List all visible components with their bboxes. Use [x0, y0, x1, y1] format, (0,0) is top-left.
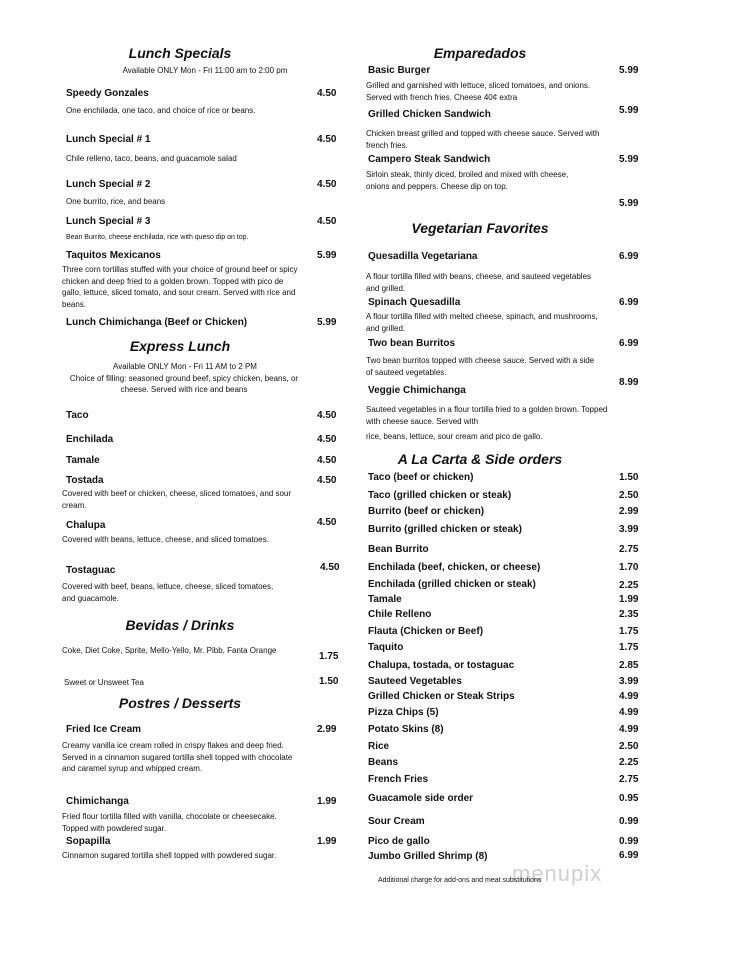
- menu-item-name: Grilled Chicken Sandwich: [368, 109, 491, 120]
- menu-item-name: Taquito: [368, 642, 404, 653]
- menu-item-name: Jumbo Grilled Shrimp (8): [368, 851, 488, 862]
- menu-item-description: Covered with beef or chicken, cheese, sliced tomatoes, and sour cream.: [62, 489, 292, 510]
- menu-item-name: Chimichanga: [66, 796, 129, 807]
- menu-item-price: 1.70: [619, 562, 639, 573]
- menu-item-name: Basic Burger: [368, 65, 431, 76]
- menu-item-name: Rice: [368, 741, 390, 752]
- lunch-specials-heading: Lunch Specials: [128, 45, 232, 61]
- menu-item-description: Grilled and garnished with lettuce, sliced tomatoes, and onions. Served with french fries. Cheese 40¢ extra: [366, 81, 591, 102]
- menu-item-description: Sirloin steak, thinly diced, broiled and mixed with cheese, onions and peppers. Cheese dip on top.: [366, 170, 569, 191]
- menu-item-price: 2.75: [619, 544, 639, 555]
- menu-item-description: Covered with beef, beans, lettuce, cheese, sliced tomatoes, and guacamole.: [62, 582, 274, 603]
- menu-item-price: 0.95: [619, 793, 639, 804]
- menu-item-price: 2.85: [619, 660, 639, 671]
- menu-item-price: 4.99: [619, 724, 639, 735]
- menu-item-name: Lunch Special # 2: [66, 179, 151, 190]
- menu-item-price: 2.50: [619, 490, 639, 501]
- menu-item-name: Taco (beef or chicken): [368, 472, 474, 483]
- menu-item-price: 5.99: [619, 198, 639, 209]
- menu-item-price: 1.50: [619, 472, 639, 483]
- menu-item-price: 2.25: [619, 757, 639, 768]
- menu-item-description: Sauteed vegetables in a flour tortilla fried to a golden brown. Topped with cheese sauce. Served with: [366, 405, 608, 426]
- menu-item-price: 1.50: [319, 676, 339, 687]
- menu-item-price: 0.99: [619, 816, 639, 827]
- menu-item-name: Taco (grilled chicken or steak): [368, 490, 512, 501]
- menu-item-price: 4.99: [619, 707, 639, 718]
- menu-item-name: Sopapilla: [66, 836, 111, 847]
- menu-item-description: One enchilada, one taco, and choice of rice or beans.: [66, 106, 256, 115]
- menu-item-description: Creamy vanilla ice cream rolled in crispy flakes and deep fried. Served in a cinnamon sugared tortilla shell topped with chocolate and caramel syrup and whipped cream.: [62, 741, 293, 773]
- menu-item-name: Taco: [66, 410, 89, 421]
- postres-heading: Postres / Desserts: [118, 695, 242, 711]
- menu-item-description: Chicken breast grilled and topped with cheese sauce. Served with french fries.: [366, 129, 600, 150]
- lunch-specials-availability: Available ONLY Mon - Fri 11:00 am to 2:00 pm: [122, 66, 288, 75]
- menu-item-name: Chalupa: [66, 520, 106, 531]
- menu-item-name: Lunch Special # 1: [66, 134, 151, 145]
- emparedados-heading: Emparedados: [433, 45, 527, 61]
- express-lunch-filling: Choice of filling: seasoned ground beef, spicy chicken, beans, or cheese. Served with rice and beans: [69, 374, 299, 394]
- menu-item-price: 5.99: [619, 105, 639, 116]
- menu-item-name: Burrito (beef or chicken): [368, 506, 485, 517]
- menu-item-price: 6.99: [619, 297, 639, 308]
- menu-item-name: Bean Burrito: [368, 544, 429, 555]
- menu-item-name: Speedy Gonzales: [66, 88, 149, 99]
- menu-item-price: 4.50: [317, 134, 337, 145]
- menu-item-price: 5.99: [619, 65, 639, 76]
- menu-item-price: 5.99: [619, 154, 639, 165]
- menu-item-price: 4.50: [317, 179, 337, 190]
- menu-item-description: Chile relleno, taco, beans, and guacamole salad: [66, 154, 237, 163]
- menu-item-price: 2.99: [317, 724, 337, 735]
- menu-item-name: Enchilada (grilled chicken or steak): [368, 579, 536, 590]
- express-lunch-heading: Express Lunch: [129, 338, 231, 354]
- menu-item-price: 4.99: [619, 691, 639, 702]
- menu-item-price: 3.99: [619, 524, 639, 535]
- menu-item-name: Sauteed Vegetables: [368, 676, 462, 687]
- menu-item-description: Cinnamon sugared tortilla shell topped with powdered sugar.: [62, 851, 277, 860]
- menu-item-name: Fried Ice Cream: [66, 724, 142, 735]
- menu-item-name: Coke, Diet Coke, Sprite, Mello-Yello, Mr. Pibb, Fanta Orange: [62, 646, 277, 655]
- menu-item-price: 4.50: [317, 88, 337, 99]
- menu-item-name: Two bean Burritos: [368, 338, 456, 349]
- menu-item-price: 4.50: [317, 517, 337, 528]
- menu-item-name: Tostaguac: [66, 565, 116, 576]
- menu-item-price: 1.75: [619, 626, 639, 637]
- menu-item-name: Chalupa, tostada, or tostaguac: [368, 660, 515, 671]
- menu-item-name: Campero Steak Sandwich: [368, 154, 491, 165]
- menu-item-name: Veggie Chimichanga: [368, 385, 466, 396]
- menu-item-name: Pico de gallo: [368, 836, 430, 847]
- menu-item-price: 1.99: [317, 796, 337, 807]
- menu-item-name: Sweet or Unsweet Tea: [64, 678, 144, 687]
- menu-item-price: 2.50: [619, 741, 639, 752]
- menu-item-price: 1.99: [619, 594, 639, 605]
- menu-item-price: 6.99: [619, 850, 639, 861]
- menu-item-name: Flauta (Chicken or Beef): [368, 626, 484, 637]
- menu-item-description: Fried flour tortilla filled with vanilla, chocolate or cheesecake. Topped with powdered sugar.: [62, 812, 277, 833]
- menu-item-name: Grilled Chicken or Steak Strips: [368, 691, 515, 702]
- menu-item-name: Quesadilla Vegetariana: [368, 251, 478, 262]
- vegetarian-heading: Vegetarian Favorites: [411, 220, 549, 236]
- menu-item-name: Beans: [368, 757, 399, 768]
- menu-item-price: 4.50: [317, 434, 337, 445]
- menu-item-price: 1.75: [319, 651, 339, 662]
- menu-item-name: Enchilada (beef, chicken, or cheese): [368, 562, 541, 573]
- menu-item-name: Pizza Chips (5): [368, 707, 439, 718]
- footer-note: Additional charge for add-ons and meat substitutions: [378, 877, 542, 884]
- menu-item-description: One burrito, rice, and beans: [66, 197, 166, 206]
- menu-item-price: 4.50: [320, 562, 340, 573]
- menu-item-price: 5.99: [317, 317, 337, 328]
- menu-item-price: 6.99: [619, 338, 639, 349]
- menu-item-name: Tostada: [66, 475, 104, 486]
- menu-item-price: 4.50: [317, 216, 337, 227]
- menu-item-price: 6.99: [619, 251, 639, 262]
- menu-item-description: A flour tortilla filled with beans, cheese, and sauteed vegetables and grilled.: [366, 272, 592, 293]
- menu-item-name: Potato Skins (8): [368, 724, 444, 735]
- menu-item-price: 4.50: [317, 410, 337, 421]
- menu-item-name: Burrito (grilled chicken or steak): [368, 524, 522, 535]
- menu-item-price: 2.25: [619, 580, 639, 591]
- menu-item-price: 0.99: [619, 836, 639, 847]
- menu-item-price: 2.75: [619, 774, 639, 785]
- bevidas-heading: Bevidas / Drinks: [125, 617, 235, 633]
- menu-item-description: A flour tortilla filled with melted cheese, spinach, and mushrooms, and grilled.: [366, 312, 598, 333]
- menu-item-name: Enchilada: [66, 434, 114, 445]
- menu-item-price: 5.99: [317, 250, 337, 261]
- menu-item-price: 3.99: [619, 676, 639, 687]
- menu-item-description: Covered with beans, lettuce, cheese, and sliced tomatoes.: [62, 535, 269, 544]
- menu-item-name: Spinach Quesadilla: [368, 297, 461, 308]
- menu-item-price: 4.50: [317, 455, 337, 466]
- menu-item-name: French Fries: [368, 774, 429, 785]
- menu-item-description: Three corn tortillas stuffed with your choice of ground beef or spicy chicken and deep fried to a golden brown. Topped with pico de gallo, lettuce, sliced tomato, and sour cream. Served with rice and beans.: [62, 265, 298, 309]
- menu-item-name: Chile Relleno: [368, 609, 432, 620]
- menu-item-name: Guacamole side order: [368, 793, 474, 804]
- menu-item-price: 4.50: [317, 475, 337, 486]
- express-lunch-availability: Available ONLY Mon - Fri 11 AM to 2 PM: [113, 362, 257, 371]
- menu-item-description: Bean Burrito, cheese enchilada, rice with queso dip on top.: [66, 234, 249, 241]
- menu-item-name: Tamale: [66, 455, 100, 466]
- a-la-carta-heading: A La Carta & Side orders: [397, 451, 563, 467]
- menu-item-name: Taquitos Mexicanos: [66, 250, 161, 261]
- menu-item-name: Lunch Chimichanga (Beef or Chicken): [66, 317, 248, 328]
- menu-item-description: rice, beans, lettuce, sour cream and pico de gallo.: [366, 432, 543, 441]
- menu-item-name: Lunch Special # 3: [66, 216, 151, 227]
- menu-item-name: Sour Cream: [368, 816, 425, 827]
- menu-item-price: 2.99: [619, 506, 639, 517]
- menu-item-name: Tamale: [368, 594, 402, 605]
- menu-item-price: 1.75: [619, 642, 639, 653]
- menu-item-description: Two bean burritos topped with cheese sauce. Served with a side of sauteed vegetables.: [366, 356, 595, 377]
- menu-item-price: 8.99: [619, 377, 639, 388]
- menu-item-price: 2.35: [619, 609, 639, 620]
- watermark: menupix: [512, 861, 603, 886]
- menu-item-price: 1.99: [317, 836, 337, 847]
